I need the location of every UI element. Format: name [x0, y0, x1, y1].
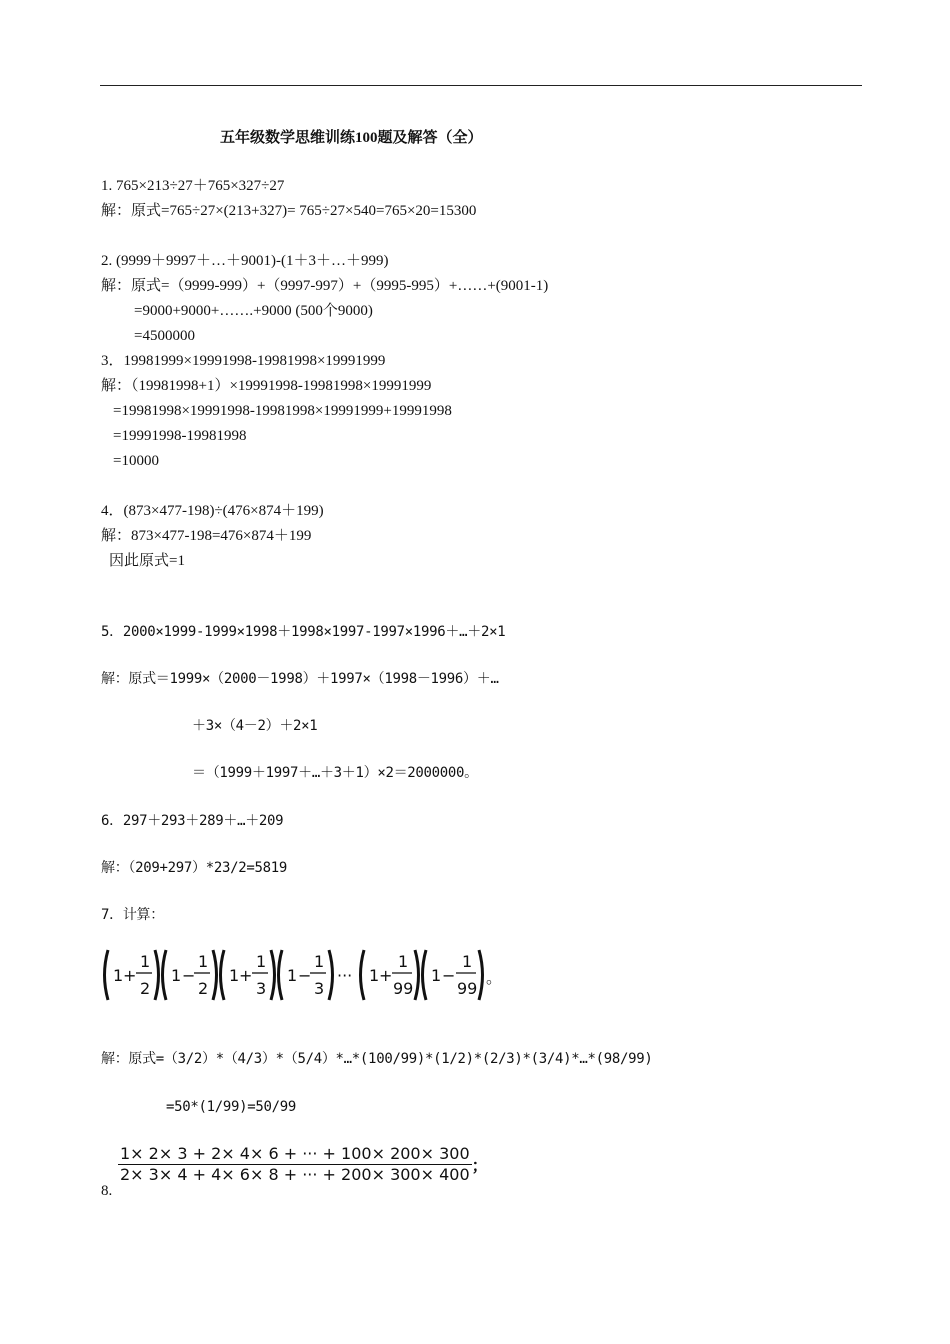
factor-6 — [423, 950, 483, 1000]
problem-5-answer: 解：原式＝1999×（2000－1998）＋1997×（1998－1996）＋… — [101, 671, 499, 687]
svg-text:1: 1 — [140, 952, 151, 971]
svg-text:−: − — [182, 966, 196, 985]
header-rule — [100, 85, 862, 86]
svg-text:1: 1 — [198, 952, 209, 971]
svg-text:1: 1 — [171, 966, 182, 985]
problem-7-product-formula — [100, 945, 503, 1005]
svg-text:99: 99 — [393, 979, 414, 998]
problem-7-answer: 解：原式=（3/2）*（4/3）*（5/4）*…*(100/99)*(1/2)*(2/3)*(3/4)*…*(98/99) — [101, 1051, 653, 1067]
problem-3-answer-line: =10000 — [113, 453, 159, 469]
svg-text:99: 99 — [457, 979, 478, 998]
svg-text:1: 1 — [256, 952, 267, 971]
problem-4-question: 4．(873×477-198)÷(476×874＋199) — [101, 503, 324, 519]
problem-3-question: 3．19981999×19991998-19981998×19991999 — [101, 353, 386, 369]
ellipsis: ··· — [337, 966, 353, 985]
svg-text:+: + — [379, 966, 393, 985]
problem-8-fraction — [118, 1144, 488, 1185]
factor-5 — [361, 950, 419, 1000]
factor-2 — [163, 950, 217, 1000]
problem-3-answer: 解：（19981998+1）×19991998-19981998×19991999 — [101, 378, 432, 394]
svg-text:1: 1 — [369, 966, 380, 985]
svg-text:1: 1 — [287, 966, 298, 985]
problem-4-answer-line: 因此原式=1 — [109, 553, 185, 569]
svg-text:3: 3 — [314, 979, 325, 998]
problem-8-question: 8. — [101, 1183, 113, 1199]
svg-text:+: + — [239, 966, 253, 985]
page-title: 五年级数学思维训练100题及解答（全） — [220, 130, 483, 146]
problem-3-answer-line: =19991998-19981998 — [113, 428, 247, 444]
problem-7-answer-line: =50*(1/99)=50/99 — [166, 1099, 297, 1115]
problem-5-question: 5．2000×1999-1999×1998＋1998×1997-1997×1996＋…＋2×1 — [101, 624, 506, 640]
svg-text:1: 1 — [314, 952, 325, 971]
svg-text:2: 2 — [140, 979, 151, 998]
problem-1-question: 1. 765×213÷27＋765×327÷27 — [101, 178, 285, 194]
svg-text:−: − — [298, 966, 312, 985]
problem-7-question: 7．计算： — [101, 907, 164, 923]
problem-2-answer-line: =9000+9000+…….+9000 (500个9000) — [134, 303, 373, 319]
formula-end: 。 — [486, 968, 503, 987]
fraction-denominator: 2× 3× 4 + 4× 6× 8 + ··· + 200× 300× 400 — [120, 1165, 470, 1184]
svg-text:−: − — [442, 966, 456, 985]
factor-3 — [221, 950, 275, 1000]
problem-2-question: 2. (9999＋9997＋…＋9001)-(1＋3＋…＋999) — [101, 253, 389, 269]
factor-sign: + — [123, 966, 137, 985]
svg-text:1: 1 — [462, 952, 473, 971]
svg-text:2: 2 — [198, 979, 209, 998]
problem-1-answer: 解：原式=765÷27×(213+327)= 765÷27×540=765×20=15300 — [101, 203, 477, 219]
factor-1 — [105, 950, 159, 1000]
problem-6-answer: 解：（209+297）*23/2=5819 — [101, 860, 287, 876]
problem-2-answer-line: =4500000 — [134, 328, 195, 344]
svg-text:3: 3 — [256, 979, 267, 998]
factor-4 — [279, 950, 333, 1000]
svg-text:1: 1 — [398, 952, 409, 971]
svg-text:1: 1 — [229, 966, 240, 985]
problem-5-answer-line: ＋3×（4－2）＋2×1 — [192, 718, 318, 734]
svg-text:1: 1 — [113, 966, 124, 985]
fraction-numerator: 1× 2× 3 + 2× 4× 6 + ··· + 100× 200× 300 — [120, 1144, 470, 1163]
problem-4-answer: 解：873×477-198=476×874＋199 — [101, 528, 312, 544]
problem-2-answer: 解：原式=（9999-999）+（9997-997）+（9995-995）+……+(9001-1) — [101, 278, 549, 294]
fraction-end: ； — [471, 1156, 488, 1175]
problem-5-answer-line: ＝（1999＋1997＋…＋3＋1）×2＝2000000。 — [192, 765, 478, 781]
problem-3-answer-line: =19981998×19991998-19981998×19991999+19991998 — [113, 403, 452, 419]
svg-text:1: 1 — [431, 966, 442, 985]
problem-6-question: 6．297＋293＋289＋…＋209 — [101, 813, 284, 829]
